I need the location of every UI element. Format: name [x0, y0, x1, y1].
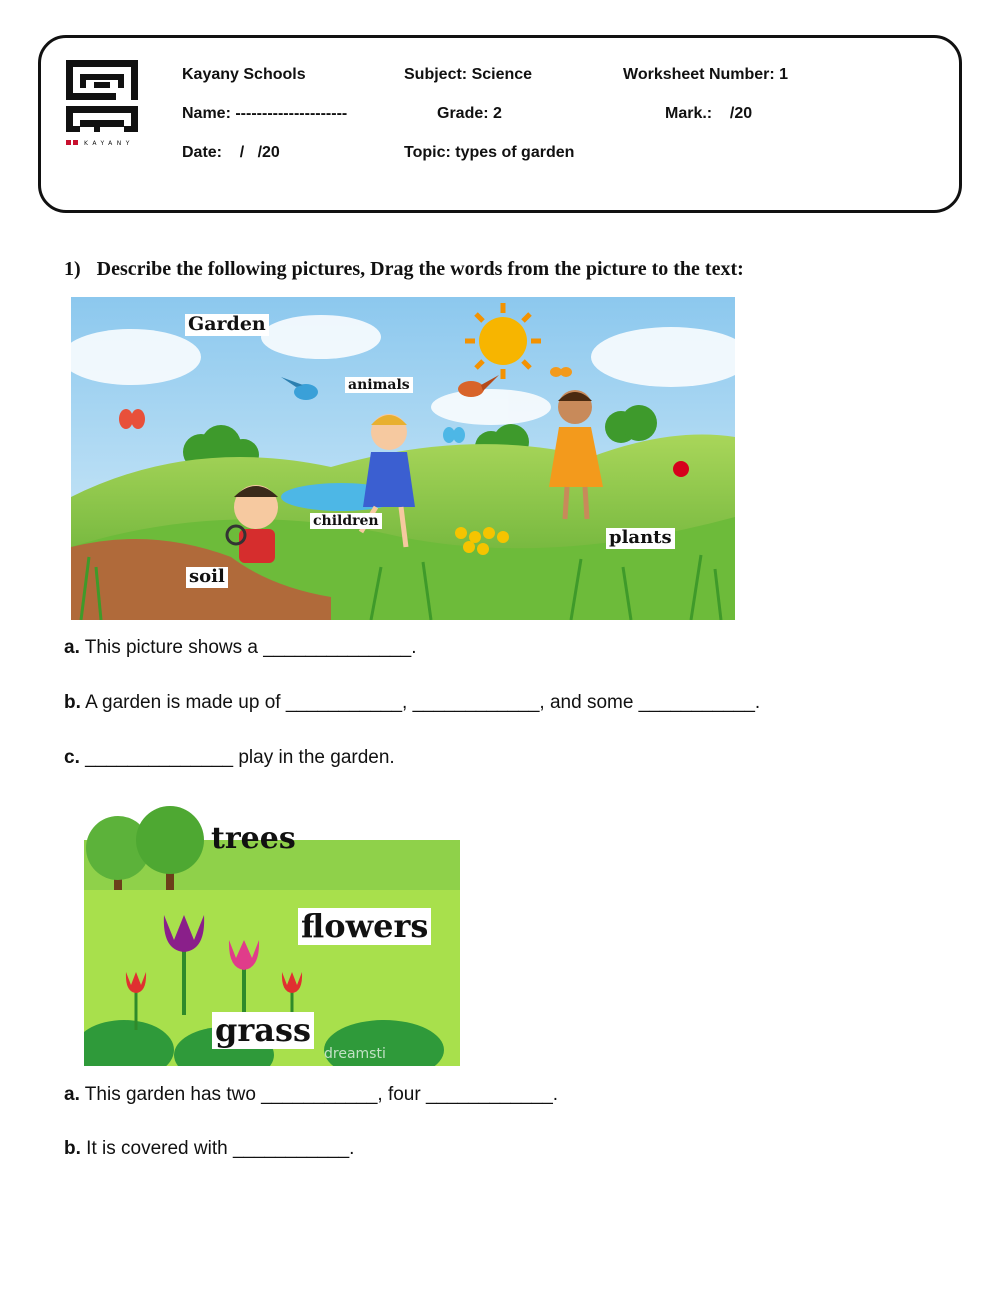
word-grass[interactable]: grass: [212, 1012, 314, 1049]
word-plants[interactable]: plants: [606, 528, 675, 549]
sentence-letter: b.: [64, 1138, 81, 1159]
topic-label: Topic: types of garden: [404, 144, 575, 161]
grade-label: Grade: 2: [437, 105, 502, 122]
sentence-1a: [64, 637, 416, 659]
ladybug-icon: [673, 461, 689, 477]
sentence-text[interactable]: This garden has two ___________, four ____________.: [84, 1084, 559, 1105]
header-box: [38, 35, 962, 213]
word-animals[interactable]: animals: [345, 377, 413, 393]
sentence-1b: [64, 692, 760, 714]
watermark-text: dreamsti: [324, 1046, 386, 1062]
sentence-letter: a.: [64, 1084, 80, 1105]
garden-scene-illustration: [71, 297, 735, 620]
date-field: Date: / /20: [182, 144, 280, 161]
word-garden[interactable]: Garden: [185, 314, 269, 336]
garden-scene-picture: [71, 297, 735, 620]
sentence-letter: a.: [64, 637, 80, 658]
sentence-text[interactable]: This picture shows a ______________.: [84, 637, 417, 658]
mark-field: Mark.: /20: [665, 105, 753, 122]
school-name: Kayany Schools: [182, 66, 306, 83]
word-trees[interactable]: trees: [211, 821, 296, 856]
word-soil[interactable]: soil: [186, 567, 228, 588]
sentence-letter: c.: [64, 747, 80, 768]
sentence-letter: b.: [64, 692, 81, 713]
flower-garden-picture: [84, 800, 460, 1066]
question-text: Describe the following pictures, Drag the words from the picture to the text:: [96, 258, 744, 280]
sentence-1c: [64, 747, 395, 769]
subject-label: Subject: Science: [404, 66, 533, 83]
sentence-text[interactable]: A garden is made up of ___________, ____________, and some ___________.: [85, 692, 761, 713]
worksheet-number: Worksheet Number: 1: [623, 66, 789, 83]
question-number: 1): [64, 258, 81, 280]
question-1-heading: [64, 258, 744, 281]
sentence-2b: [64, 1138, 354, 1160]
student-name-field[interactable]: Name: ---------------------: [182, 105, 348, 122]
sentence-text[interactable]: It is covered with ___________.: [86, 1138, 355, 1159]
sentence-2a: [64, 1084, 558, 1106]
logo-wordmark: KAYANY: [84, 140, 134, 147]
word-flowers[interactable]: flowers: [298, 908, 431, 945]
word-children[interactable]: children: [310, 513, 382, 529]
kayany-logo: [64, 58, 140, 150]
sentence-text[interactable]: ______________ play in the garden.: [85, 747, 395, 768]
